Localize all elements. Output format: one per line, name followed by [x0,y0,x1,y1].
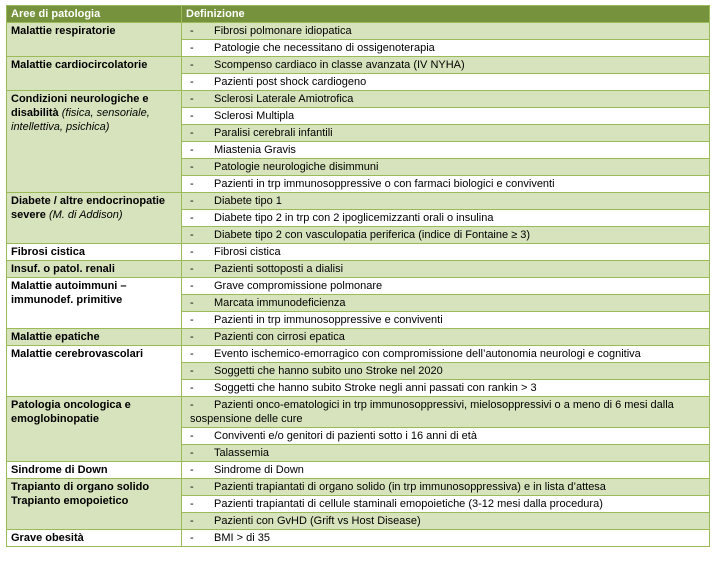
area-label: Condizioni neurologiche e disabilità [11,93,149,119]
bullet-dash: - [190,144,194,156]
table-row [7,479,710,496]
area-cell [7,193,182,244]
definition-text: Diabete tipo 2 con vasculopatia periferica (indice di Fontaine ≥ 3) [214,229,531,241]
table-row [7,23,710,40]
table-row [7,91,710,108]
table-row [7,57,710,74]
definition-cell [182,530,710,547]
bullet-dash: - [190,195,194,207]
definition-cell [182,479,710,496]
definition-text: Talassemia [214,447,270,459]
definition-text: BMI > di 35 [214,532,270,544]
area-cell [7,346,182,397]
definition-text: Soggetti che hanno subito Stroke negli anni passati con rankin > 3 [214,382,537,394]
area-label: Trapianto di organo solido Trapianto emopoietico [11,481,150,507]
definition-text: Pazienti post shock cardiogeno [214,76,367,88]
definition-cell [182,159,710,176]
definition-text: Evento ischemico-emorragico con compromissione dell’autonomia neurologi e cognitiva [214,348,641,360]
definition-cell [182,193,710,210]
area-cell [7,329,182,346]
bullet-dash: - [190,93,194,105]
definition-text: Pazienti trapiantati di cellule staminali emopoietiche (3-12 mesi dalla procedura) [214,498,603,510]
definition-cell [182,380,710,397]
definition-cell [182,261,710,278]
definition-text: Miastenia Gravis [214,144,296,156]
bullet-dash: - [190,314,194,326]
area-note: (M. di Addison) [48,209,123,221]
definition-text: Conviventi e/o genitori di pazienti sotto i 16 anni di età [214,430,477,442]
area-label: Malattie epatiche [11,331,100,343]
definition-cell [182,428,710,445]
definition-text: Fibrosi polmonare idiopatica [214,25,352,37]
area-label: Sindrome di Down [11,464,108,476]
table-row [7,261,710,278]
area-label: Malattie autoimmuni – immunodef. primitive [11,280,127,306]
bullet-dash: - [190,110,194,122]
area-label: Grave obesità [11,532,84,544]
bullet-dash: - [190,212,194,224]
definition-text: Diabete tipo 2 in trp con 2 ipoglicemizzanti orali o insulina [214,212,494,224]
bullet-dash: - [190,280,194,292]
definition-cell [182,462,710,479]
table-row [7,346,710,363]
definition-cell [182,91,710,108]
bullet-dash: - [190,399,194,411]
patology-table [6,5,710,547]
area-cell [7,397,182,462]
bullet-dash: - [190,481,194,493]
definition-text: Paralisi cerebrali infantili [214,127,333,139]
bullet-dash: - [190,246,194,258]
table-row [7,530,710,547]
area-label: Diabete / altre endocrinopatie severe [11,195,166,221]
definition-cell [182,23,710,40]
area-label: Patologia oncologica e emoglobinopatie [11,399,131,425]
table-row [7,193,710,210]
bullet-dash: - [190,515,194,527]
header-definizione: Definizione [182,6,710,23]
table-row [7,244,710,261]
bullet-dash: - [190,25,194,37]
definition-text: Pazienti sottoposti a dialisi [214,263,344,275]
area-label: Malattie respiratorie [11,25,116,37]
area-label: Fibrosi cistica [11,246,85,258]
bullet-dash: - [190,297,194,309]
definition-text: Pazienti onco-ematologici in trp immunosoppressivi, mielosoppressivi o a meno di 6 mesi dalla sospensione delle cure [190,399,674,425]
table-header-row [7,6,710,23]
table-body [7,23,710,547]
definition-cell [182,74,710,91]
definition-cell [182,397,710,428]
bullet-dash: - [190,365,194,377]
bullet-dash: - [190,161,194,173]
bullet-dash: - [190,42,194,54]
area-cell [7,278,182,329]
definition-text: Patologie che necessitano di ossigenoterapia [214,42,435,54]
header-aree: Aree di patologia [7,6,182,23]
bullet-dash: - [190,263,194,275]
definition-cell [182,513,710,530]
area-cell [7,530,182,547]
table-row [7,462,710,479]
area-cell [7,479,182,530]
bullet-dash: - [190,464,194,476]
area-cell [7,91,182,193]
area-cell [7,261,182,278]
bullet-dash: - [190,498,194,510]
definition-cell [182,244,710,261]
bullet-dash: - [190,76,194,88]
definition-text: Soggetti che hanno subito uno Stroke nel 2020 [214,365,443,377]
definition-text: Pazienti in trp immunosoppressive o con farmaci biologici e conviventi [214,178,555,190]
definition-text: Pazienti in trp immunosoppressive e conviventi [214,314,443,326]
definition-cell [182,142,710,159]
definition-text: Scompenso cardiaco in classe avanzata (IV NYHA) [214,59,465,71]
bullet-dash: - [190,382,194,394]
definition-text: Sindrome di Down [214,464,304,476]
table-row [7,329,710,346]
definition-cell [182,295,710,312]
area-note: (fisica, sensoriale, intellettiva, psichica) [11,107,150,133]
bullet-dash: - [190,178,194,190]
definition-cell [182,445,710,462]
patology-table-container [6,5,709,547]
definition-text: Patologie neurologiche disimmuni [214,161,379,173]
area-cell [7,23,182,57]
definition-text: Sclerosi Multipla [214,110,295,122]
bullet-dash: - [190,430,194,442]
definition-text: Pazienti con GvHD (Grift vs Host Disease) [214,515,421,527]
area-cell [7,57,182,91]
bullet-dash: - [190,127,194,139]
area-label: Malattie cardiocircolatorie [11,59,148,71]
definition-cell [182,176,710,193]
definition-cell [182,210,710,227]
definition-cell [182,346,710,363]
area-cell [7,462,182,479]
bullet-dash: - [190,532,194,544]
bullet-dash: - [190,447,194,459]
table-row [7,397,710,428]
bullet-dash: - [190,331,194,343]
bullet-dash: - [190,229,194,241]
definition-text: Pazienti trapiantati di organo solido (in trp immunosoppressiva) e in lista d’attesa [214,481,606,493]
definition-text: Sclerosi Laterale Amiotrofica [214,93,354,105]
bullet-dash: - [190,348,194,360]
definition-cell [182,108,710,125]
definition-cell [182,40,710,57]
area-label: Insuf. o patol. renali [11,263,115,275]
definition-text: Marcata immunodeficienza [214,297,346,309]
area-label: Malattie cerebrovascolari [11,348,144,360]
definition-cell [182,57,710,74]
definition-text: Grave compromissione polmonare [214,280,383,292]
area-cell [7,244,182,261]
definition-cell [182,329,710,346]
definition-text: Pazienti con cirrosi epatica [214,331,345,343]
definition-cell [182,312,710,329]
definition-cell [182,278,710,295]
bullet-dash: - [190,59,194,71]
table-row [7,278,710,295]
definition-cell [182,363,710,380]
definition-cell [182,125,710,142]
definition-cell [182,227,710,244]
definition-text: Fibrosi cistica [214,246,281,258]
definition-cell [182,496,710,513]
definition-text: Diabete tipo 1 [214,195,282,207]
